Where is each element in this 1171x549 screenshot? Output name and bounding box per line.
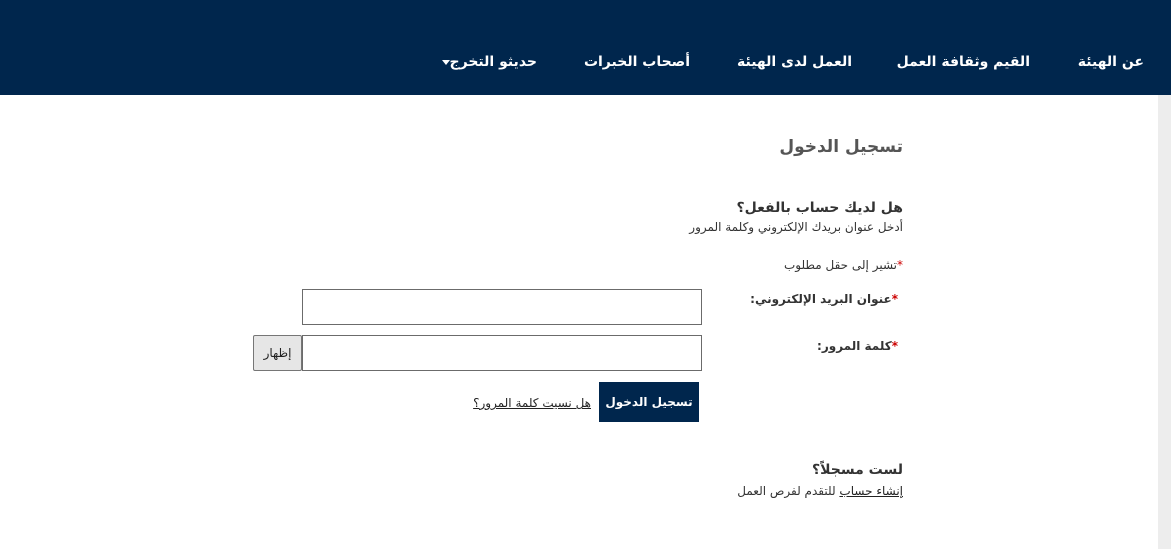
required-note-text: تشير إلى حقل مطلوب: [783, 258, 897, 272]
required-asterisk: *: [891, 292, 898, 306]
nav-item-values-culture[interactable]: القيم وثقافة العمل: [896, 54, 1030, 70]
password-label-text: كلمة المرور:: [817, 339, 892, 353]
nav-item-about[interactable]: عن الهيئة: [1077, 54, 1144, 70]
required-asterisk: *: [897, 258, 903, 272]
email-label: [750, 292, 898, 306]
forgot-password-link[interactable]: هل نسيت كلمة المرور؟: [473, 396, 591, 410]
nav-item-graduates-dropdown[interactable]: [436, 54, 537, 74]
email-label-text: عنوان البريد الإلكتروني:: [750, 292, 892, 306]
not-registered-heading: لست مسجلاً؟: [812, 462, 903, 478]
email-field[interactable]: [302, 289, 702, 325]
nav-item-experienced[interactable]: أصحاب الخبرات: [583, 54, 690, 70]
nav-item-graduates-label: حديثو التخرج: [449, 54, 537, 70]
create-account-link[interactable]: إنشاء حساب: [839, 484, 903, 498]
chevron-down-icon: [442, 60, 450, 65]
password-field[interactable]: [302, 335, 702, 371]
have-account-heading: هل لديك حساب بالفعل؟: [736, 200, 903, 216]
scrollbar-track[interactable]: [1158, 95, 1171, 549]
register-line-text: للتقدم لفرص العمل: [737, 484, 840, 498]
have-account-description: أدخل عنوان بريدك الإلكتروني وكلمة المرور: [689, 220, 903, 234]
register-line: [737, 484, 903, 498]
show-password-button[interactable]: إظهار: [253, 335, 302, 371]
page-title: تسجيل الدخول: [779, 137, 903, 157]
nav-item-working-at[interactable]: العمل لدى الهيئة: [737, 54, 852, 70]
required-field-note: [784, 258, 903, 272]
required-asterisk: *: [891, 339, 898, 353]
login-button[interactable]: تسجيل الدخول: [599, 382, 699, 422]
top-navigation-bar: [0, 0, 1171, 95]
password-label: [817, 339, 898, 353]
